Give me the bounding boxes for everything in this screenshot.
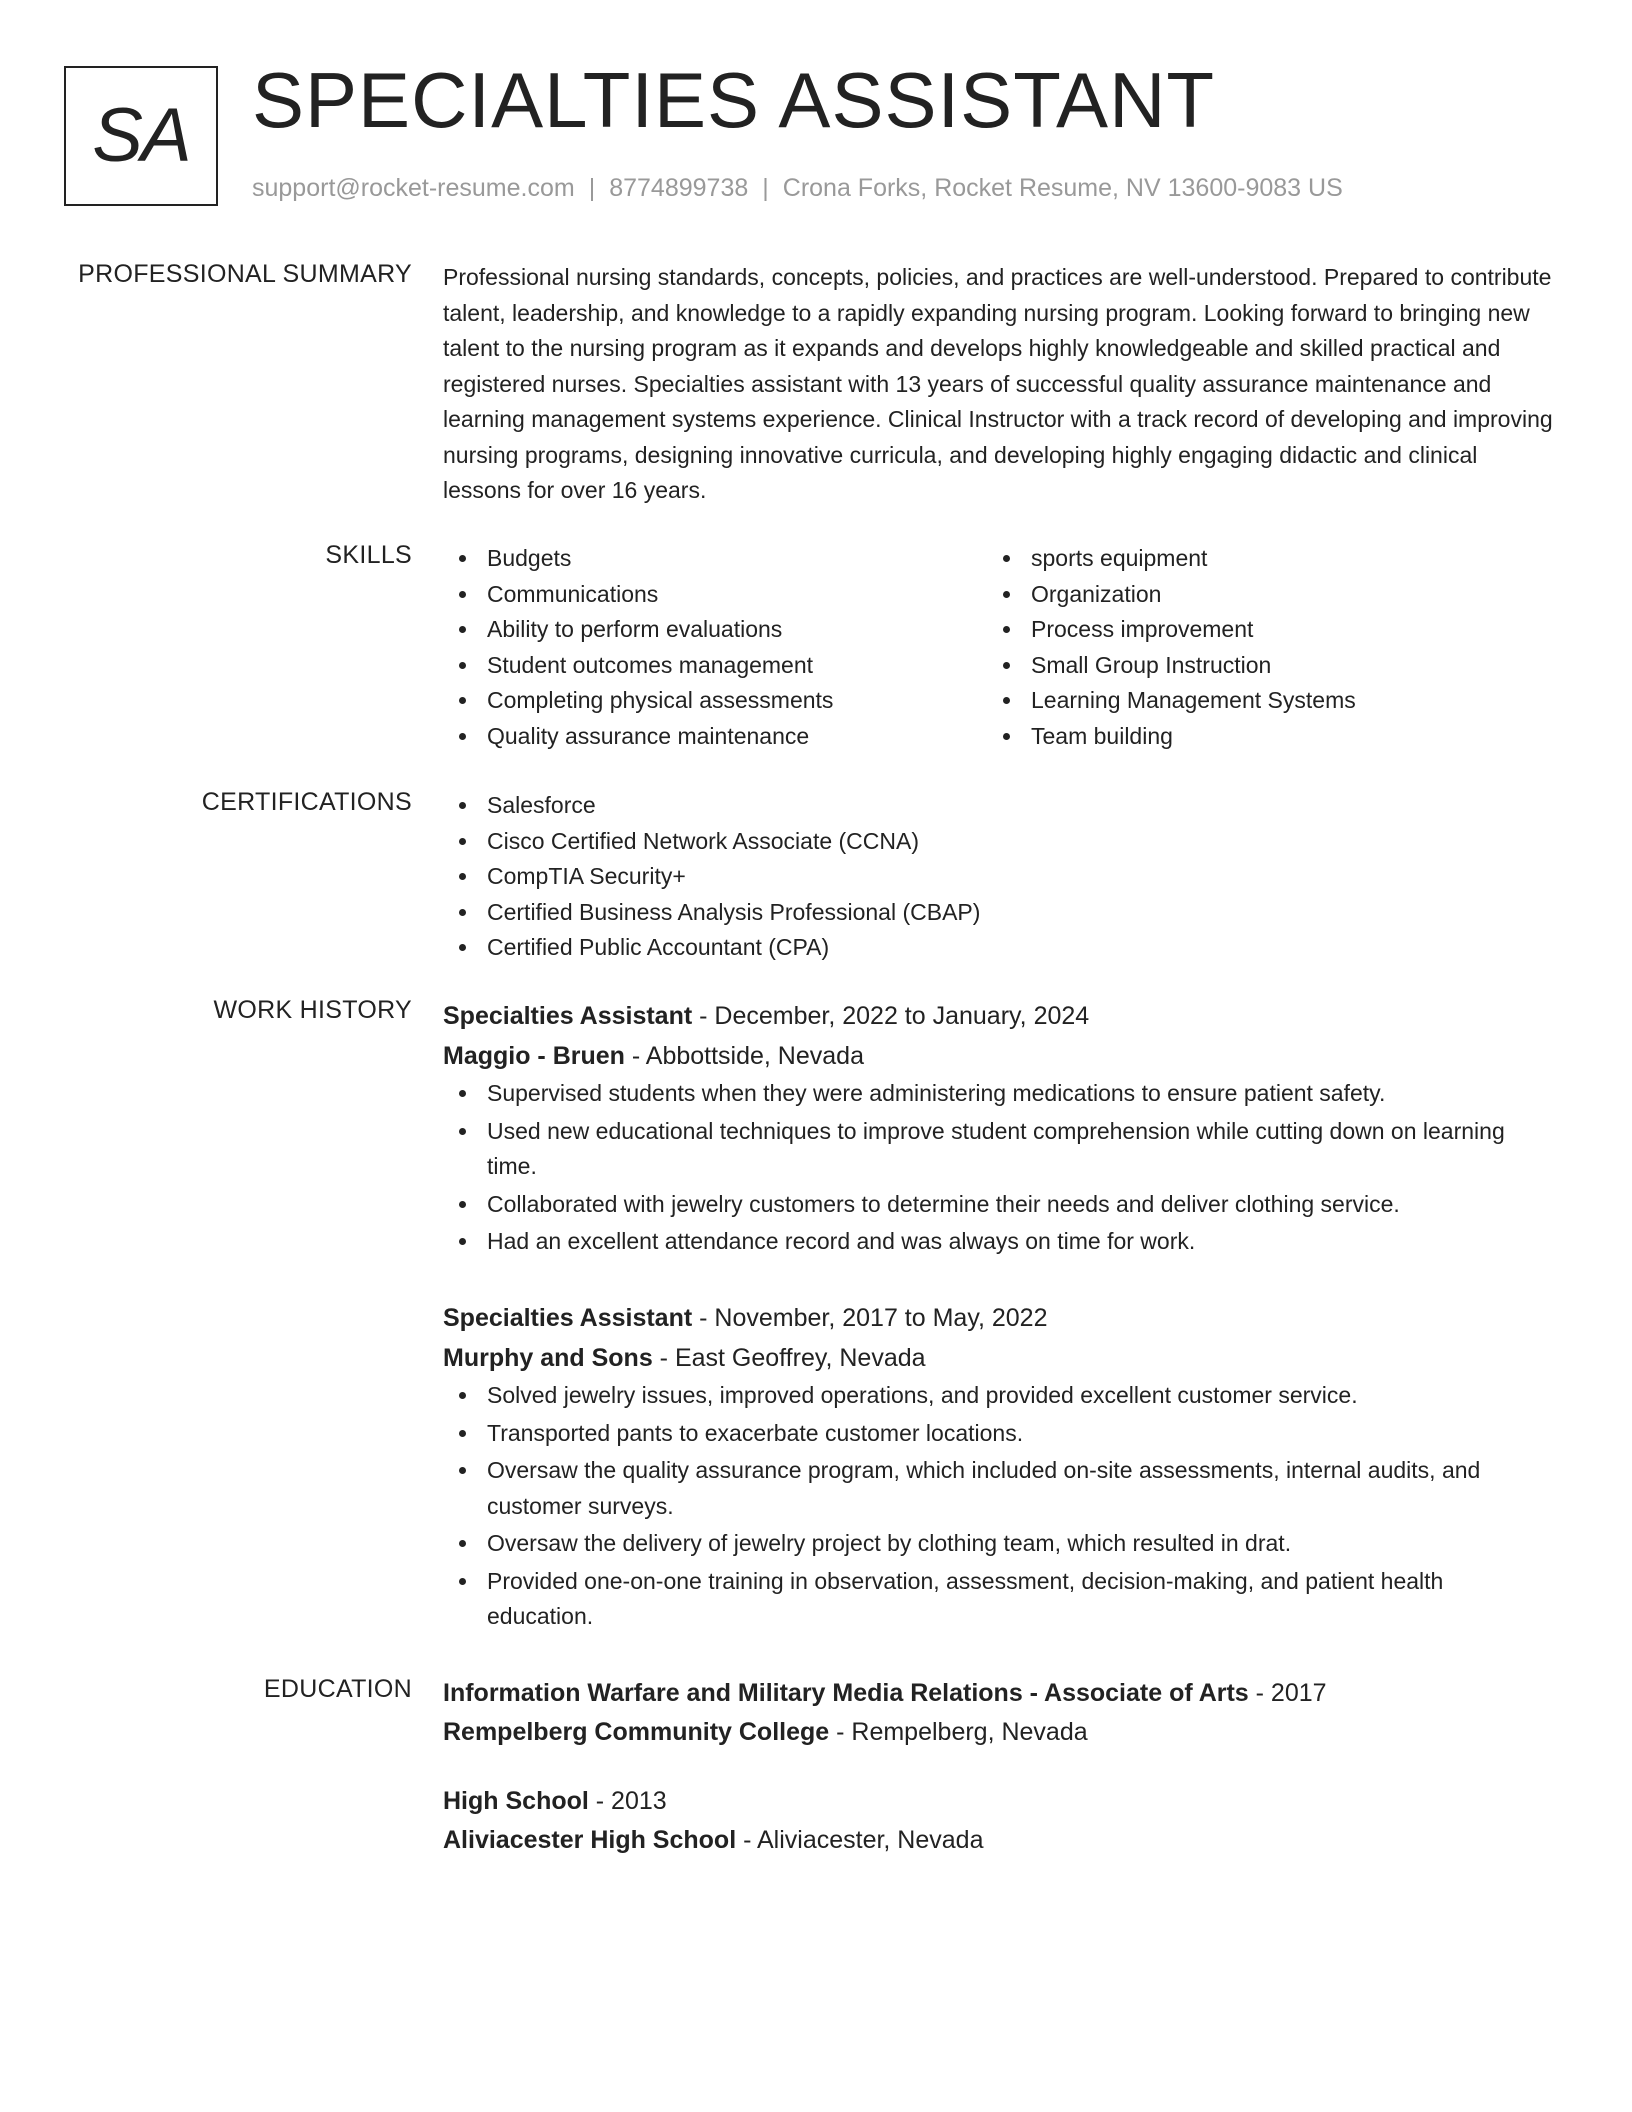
job-dates: - November, 2017 to May, 2022 [692, 1304, 1048, 1332]
section-label-work-history: WORK HISTORY [213, 996, 412, 1024]
job-duty-item: Supervised students when they were administering medications to ensure patient safety. [443, 1076, 1553, 1112]
work-history-body [443, 996, 1553, 1629]
certification-item: Salesforce [443, 788, 1553, 824]
contact-separator: | [588, 174, 596, 202]
contact-email[interactable]: support@rocket-resume.com [252, 174, 575, 202]
skill-item: Learning Management Systems [987, 683, 1531, 719]
section-label-summary: PROFESSIONAL SUMMARY [78, 260, 412, 288]
job-title: Specialties Assistant [443, 1304, 693, 1332]
education-entry [443, 1675, 1553, 1753]
job-duty-item: Had an excellent attendance record and was always on time for work. [443, 1224, 1553, 1260]
education-degree: High School [443, 1787, 589, 1815]
certifications-body [443, 788, 1553, 966]
skill-item: Completing physical assessments [443, 683, 987, 719]
education-school-line [443, 1711, 1553, 1753]
monogram-text: SA [92, 93, 190, 178]
skill-item: Budgets [443, 541, 987, 577]
certification-item: CompTIA Security+ [443, 859, 1553, 895]
education-school: Rempelberg Community College [443, 1718, 830, 1746]
skill-item: Communications [443, 577, 987, 613]
job-duty-item: Collaborated with jewelry customers to determine their needs and deliver clothing service. [443, 1187, 1553, 1223]
education-year: - 2013 [588, 1787, 667, 1815]
job-duty-item: Solved jewelry issues, improved operations, and provided excellent customer service. [443, 1378, 1553, 1414]
job-duties-list [443, 1076, 1553, 1260]
summary-text: Professional nursing standards, concepts, policies, and practices are well-understood. Prepared to contribute talent, leadership, and knowledge to a rapidly expanding nursing program. Looking forward to bringing new talent to the nursing program as it expands and develops highly knowledgeable and skilled practical and registered nurses. Specialties assistant with 13 years of successful quality assurance maintenance and learning management systems experience. Clinical Instructor with a track record of developing and improving nursing programs, designing innovative curricula, and developing highly engaging didactic and clinical lessons for over 16 years. [443, 264, 1553, 503]
skills-body [443, 541, 1553, 754]
job-location: - Abbottside, Nevada [624, 1042, 864, 1070]
job-duty-item: Oversaw the delivery of jewelry project by clothing team, which resulted in drat. [443, 1526, 1553, 1562]
education-school-line [443, 1819, 983, 1861]
skills-list-left [443, 541, 987, 754]
education-location: - Aliviacester, Nevada [736, 1826, 984, 1854]
job-title: Specialties Assistant [443, 1002, 693, 1030]
contact-address: Crona Forks, Rocket Resume, NV 13600-9083 US [782, 174, 1343, 202]
skill-item: Process improvement [987, 612, 1531, 648]
section-label-skills: SKILLS [325, 541, 412, 569]
job-title-line [443, 996, 1553, 1036]
skill-item: Small Group Instruction [987, 648, 1531, 684]
job-company-line [443, 1036, 1553, 1076]
education-degree-line [443, 1675, 1553, 1711]
job-duty-item: Transported pants to exacerbate customer locations. [443, 1416, 1553, 1452]
skills-column-left [443, 541, 987, 754]
job-company: Maggio - Bruen [443, 1042, 625, 1070]
job-duty-item: Used new educational techniques to improve student comprehension while cutting down on learning time. [443, 1114, 1553, 1185]
job-title-line [443, 1298, 1553, 1338]
skills-list-right [987, 541, 1531, 754]
contact-line [252, 174, 1343, 203]
job-duty-item: Provided one-on-one training in observation, assessment, decision-making, and patient health education. [443, 1564, 1553, 1635]
job-location: - East Geoffrey, Nevada [652, 1344, 926, 1372]
job-entry [443, 996, 1553, 1260]
skill-item: Quality assurance maintenance [443, 719, 987, 755]
contact-separator: | [762, 174, 769, 202]
education-degree-line [443, 1783, 983, 1819]
education-location: - Rempelberg, Nevada [829, 1718, 1088, 1746]
education-body [443, 1675, 1553, 1854]
job-dates: - December, 2022 to January, 2024 [692, 1002, 1090, 1030]
job-duty-item: Oversaw the quality assurance program, which included on-site assessments, internal audits, and customer surveys. [443, 1453, 1553, 1524]
education-school: Aliviacester High School [443, 1826, 737, 1854]
certification-item: Cisco Certified Network Associate (CCNA) [443, 824, 1553, 860]
certifications-list [443, 788, 1553, 966]
monogram-badge [64, 66, 218, 206]
skill-item: Team building [987, 719, 1531, 755]
skill-item: Student outcomes management [443, 648, 987, 684]
skills-column-right [987, 541, 1531, 754]
section-label-education: EDUCATION [263, 1675, 412, 1703]
job-company-line [443, 1338, 1553, 1378]
candidate-name: SPECIALTIES ASSISTANT [252, 56, 1216, 144]
job-duties-list [443, 1378, 1553, 1635]
education-entry [443, 1783, 983, 1861]
skill-item: Organization [987, 577, 1531, 613]
skills-columns [443, 541, 1553, 754]
skill-item: Ability to perform evaluations [443, 612, 987, 648]
skill-item: sports equipment [987, 541, 1531, 577]
section-label-certifications: CERTIFICATIONS [201, 788, 412, 816]
certification-item: Certified Business Analysis Professional (CBAP) [443, 895, 1553, 931]
education-degree: Information Warfare and Military Media Relations - Associate of Arts [443, 1679, 1249, 1707]
summary-body [443, 260, 1553, 509]
contact-phone[interactable]: 8774899738 [609, 174, 749, 202]
education-year: - 2017 [1248, 1679, 1327, 1707]
certification-item: Certified Public Accountant (CPA) [443, 930, 1553, 966]
job-company: Murphy and Sons [443, 1344, 653, 1372]
job-entry [443, 1298, 1553, 1637]
